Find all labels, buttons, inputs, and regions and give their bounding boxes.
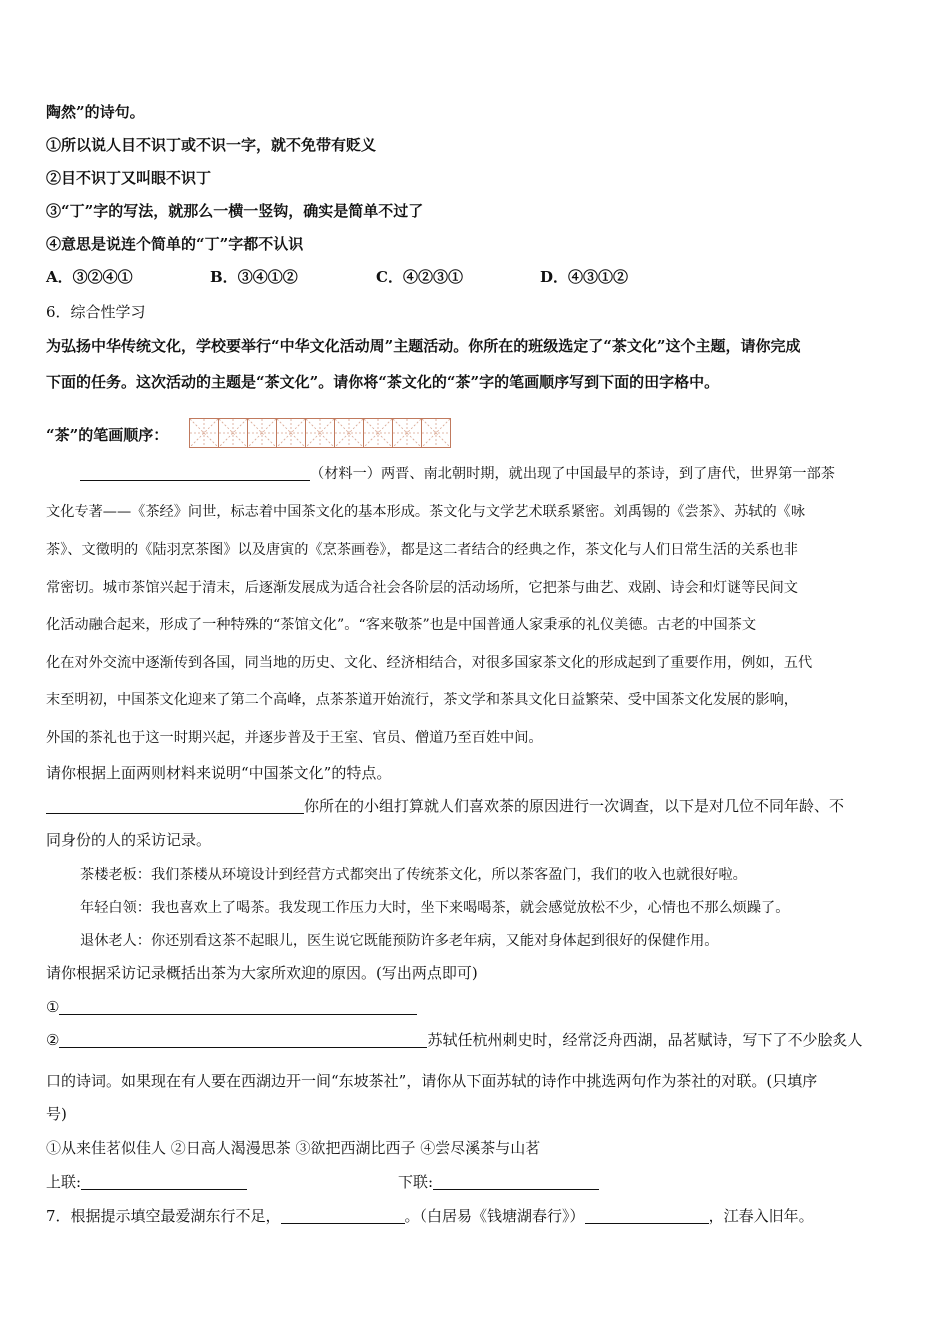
lower-blank[interactable] [433, 1174, 599, 1190]
tianzige-cell[interactable] [305, 418, 335, 448]
sentence-4: ④意思是说连个简单的“丁”字都不认识 [46, 235, 304, 253]
poem-options: ①从来佳茗似佳人 ②日高人渴漫思茶 ③欲把西湖比西子 ④尝尽溪茶与山茗 [46, 1139, 541, 1157]
interview-retiree: 退休老人：你还别看这茶不起眼儿，医生说它既能预防许多老年病，又能对身体起到很好的保健作用。 [80, 933, 719, 949]
continued-line: 陶然”的诗句。 [46, 103, 145, 121]
option-b[interactable]: B．③④①② [210, 268, 298, 286]
question-reasons: 请你根据采访记录概括出茶为大家所欢迎的原因。(写出两点即可) [46, 964, 478, 982]
tianzige-cell[interactable] [189, 418, 219, 448]
reason-2-row: ② 苏轼任杭州刺史时，经常泛舟西湖，品茗赋诗，写下了不少脍炙人 [46, 1031, 863, 1049]
tianzige-cell[interactable] [218, 418, 248, 448]
material-line-4: 常密切。城市茶馆兴起于清末，后逐渐发展成为适合社会各阶层的活动场所，它把茶与曲艺、戏剧、诗会和灯谜等民间文 [46, 580, 798, 596]
tianzige-cell[interactable] [276, 418, 306, 448]
couplet-row [46, 1172, 434, 1192]
material-line-7: 末至明初，中国茶文化迎来了第二个高峰，点茶茶道开始流行，茶文学和茶具文化日益繁荣、受中国茶文化发展的影响， [46, 692, 798, 708]
stroke-order-label: “茶”的笔画顺序： [46, 426, 169, 444]
sentence-1: ①所以说人目不识丁或不识一字，就不免带有贬义 [46, 136, 377, 154]
reason-1-row: ① [46, 997, 417, 1017]
material-line-2: 文化专著——《茶经》问世，标志着中国茶文化的基本形成。茶文化与文学艺术联系紧密。刘禹锡的《尝茶》、苏轼的《咏 [46, 504, 806, 520]
survey-line-2: 同身份的人的采访记录。 [46, 831, 212, 849]
q7-blank-2[interactable] [585, 1208, 709, 1224]
q7-blank-1[interactable] [281, 1208, 405, 1224]
tianzige-cell[interactable] [392, 418, 422, 448]
tianzige-cell[interactable] [421, 418, 451, 448]
intro-line-2: 下面的任务。这次活动的主题是“茶文化”。请你将“茶文化的“茶”字的笔画顺序写到下面的田字格中。 [46, 373, 720, 391]
material-line-6: 化在对外交流中逐渐传到各国，同当地的历史、文化、经济相结合，对很多国家茶文化的形成起到了重要作用，例如，五代 [46, 655, 813, 671]
stroke-order-row [46, 418, 451, 448]
tianzige-cell[interactable] [363, 418, 393, 448]
interview-teahouse-owner: 茶楼老板：我们茶楼从环境设计到经营方式都突出了传统茶文化，所以茶客盈门，我们的收入也就很好啦。 [80, 867, 747, 883]
su-shi-line-3: 号) [46, 1105, 67, 1123]
question-7: 7．根据提示填空最爱湖东行不足， 。（白居易《钱塘湖春行》） ，江春入旧年。 [46, 1207, 814, 1225]
upper-label: 上联: [46, 1173, 82, 1191]
material-line-1: （材料一）两晋、南北朝时期，就出现了中国最早的茶诗，到了唐代，世界第一部茶 [46, 464, 835, 484]
tianzige-grid[interactable] [190, 418, 451, 448]
material-line-8: 外国的茶礼也于这一时期兴起，并逐步普及于王室、官员、僧道乃至百姓中间。 [46, 730, 543, 746]
question-6-heading: 6．综合性学习 [46, 303, 146, 321]
intro-line-1: 为弘扬中华传统文化，学校要举行“中华文化活动周”主题活动。你所在的班级选定了“茶文化”这个主题，请你完成 [46, 337, 801, 355]
material-line-5: 化活动融合起来，形成了一种特殊的“茶馆文化”。“客来敬茶”也是中国普通人家秉承的礼仪美德。古老的中国茶文 [46, 617, 757, 633]
su-shi-line-2: 口的诗词。如果现在有人要在西湖边开一间“东坡茶社”，请你从下面苏轼的诗作中挑选两句作为茶社的对联。(只填序 [46, 1072, 818, 1090]
option-c[interactable]: C．④②③① [376, 268, 463, 286]
survey-line-1: 你所在的小组打算就人们喜欢茶的原因进行一次调查，以下是对几位不同年龄、不 [46, 796, 844, 816]
question-features: 请你根据上面两则材料来说明“中国茶文化”的特点。 [46, 764, 392, 782]
option-d[interactable]: D．④③①② [540, 268, 629, 286]
tianzige-cell[interactable] [247, 418, 277, 448]
interview-young-worker: 年轻白领：我也喜欢上了喝茶。我发现工作压力大时，坐下来喝喝茶，就会感觉放松不少，心情也不那么烦躁了。 [80, 900, 790, 916]
lower-couplet [398, 1172, 599, 1192]
blank-1[interactable] [80, 465, 310, 481]
lower-label: 下联: [398, 1173, 434, 1191]
reason-1-blank[interactable] [59, 999, 417, 1015]
sentence-3: ③“丁”字的写法，就那么一横一竖钩，确实是简单不过了 [46, 202, 424, 220]
reason-2-blank[interactable] [59, 1032, 427, 1048]
upper-blank[interactable] [81, 1174, 247, 1190]
tianzige-cell[interactable] [334, 418, 364, 448]
blank-2[interactable] [46, 798, 304, 814]
material-line-3: 茶》、文徵明的《陆羽烹茶图》以及唐寅的《烹茶画卷》，都是这二者结合的经典之作，茶文化与人们日常生活的关系也非 [46, 542, 798, 558]
option-a[interactable]: A．③②④① [46, 268, 133, 286]
sentence-2: ②目不识丁又叫眼不识丁 [46, 169, 212, 187]
